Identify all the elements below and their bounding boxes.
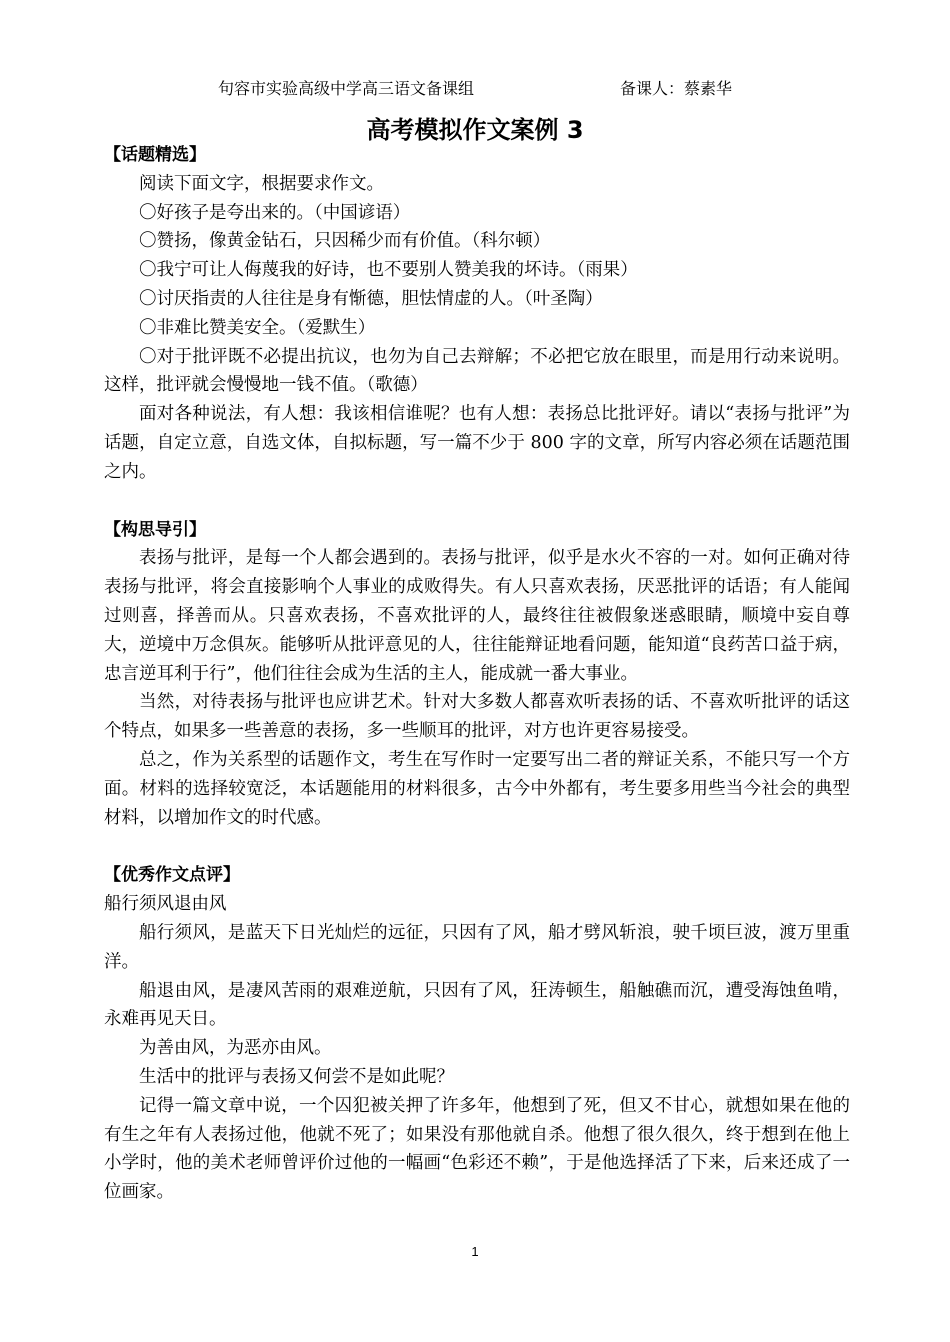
guide-paragraph: 总之，作为关系型的话题作文，考生在写作时一定要写出二者的辩证关系，不能只写一个方面。材料的选择较宽泛，本话题能用的材料很多，古今中外都有，考生要多用些当今社会的典型材料，以增加作文的时代感。 xyxy=(104,749,850,828)
quote-item: 〇对于批评既不必提出抗议，也勿为自己去辩解；不必把它放在眼里，而是用行动来说明。这样，批评就会慢慢地一钱不值。（歌德） xyxy=(104,346,850,396)
essay-title: 船行须风退由风 xyxy=(104,894,227,915)
essay-paragraph: 为善由风，为恶亦由风。 xyxy=(139,1038,332,1059)
essay-paragraph: 生活中的批评与表扬又何尝不是如此呢？ xyxy=(139,1066,454,1087)
section-spacer xyxy=(104,832,850,861)
topic-section-heading: 【话题精选】 xyxy=(104,145,206,165)
guide-paragraph: 当然，对待表扬与批评也应讲艺术。针对大多数人都喜欢听表扬的话、不喜欢听批评的话这个特点，如果多一些善意的表扬，多一些顺耳的批评，对方也许更容易接受。 xyxy=(104,692,850,742)
quote-item: 〇好孩子是夸出来的。（中国谚语） xyxy=(139,202,411,223)
page-number: 1 xyxy=(471,1244,479,1259)
topic-requirement: 面对各种说法，有人想：我该相信谁呢？也有人想：表扬总比批评好。请以“表扬与批评”为话题，自定立意，自选文体，自拟标题，写一篇不少于 800 字的文章，所写内容必须在话题范围之内。 xyxy=(104,404,850,482)
page-header xyxy=(0,76,950,98)
preparer-label: 备课人：蔡素华 xyxy=(620,79,733,98)
topic-intro: 阅读下面文字，根据要求作文。 xyxy=(139,173,384,194)
page-title: 高考模拟作文案例 3 xyxy=(366,116,584,144)
guide-section-heading: 【构思导引】 xyxy=(104,519,206,540)
quote-item: 〇讨厌指责的人往往是身有惭德，胆怯情虚的人。（叶圣陶） xyxy=(139,288,603,309)
essay-paragraph: 船退由风，是凄风苦雨的艰难逆航，只因有了风，狂涛顿生，船触礁而沉，遭受海蚀鱼啃，永难再见天日。 xyxy=(104,980,850,1030)
essay-section-heading: 【优秀作文点评】 xyxy=(104,865,240,886)
section-spacer xyxy=(104,487,850,516)
quote-item: 〇赞扬，像黄金钻石，只因稀少而有价值。（科尔顿） xyxy=(139,231,551,252)
quote-item: 〇非难比赞美安全。（爱默生） xyxy=(139,317,376,338)
document-body xyxy=(104,141,850,1207)
guide-paragraph: 表扬与批评，是每一个人都会遇到的。表扬与批评，似乎是水火不容的一对。如何正确对待表扬与批评，将会直接影响个人事业的成败得失。有人只喜欢表扬，厌恶批评的话语；有人能闻过则喜，择善而从。只喜欢表扬，不喜欢批评的人，最终往往被假象迷惑眼睛，顺境中妄自尊大，逆境中万念俱灰。能够听从批评意见的人，往往能辩证地看问题，能知道“良药苦口益于病，忠言逆耳利于行”，他们往往会成为生活的主人，能成就一番大事业。 xyxy=(104,548,850,684)
essay-paragraph: 记得一篇文章中说，一个囚犯被关押了许多年，他想到了死，但又不甘心，就想如果在他的有生之年有人表扬过他，他就不死了；如果没有那他就自杀。他想了很久很久，终于想到在他上小学时，他的美术老师曾评价过他的一幅画“色彩还不赖”，于是他选择活了下来，后来还成了一位画家。 xyxy=(104,1095,850,1203)
quote-item: 〇我宁可让人侮蔑我的好诗，也不要别人赞美我的坏诗。（雨果） xyxy=(139,260,638,281)
school-group-label: 句容市实验高级中学高三语文备课组 xyxy=(218,79,475,98)
essay-paragraph: 船行须风，是蓝天下日光灿烂的远征，只因有了风，船才劈风斩浪，驶千顷巨波，渡万里重洋。 xyxy=(104,922,850,972)
